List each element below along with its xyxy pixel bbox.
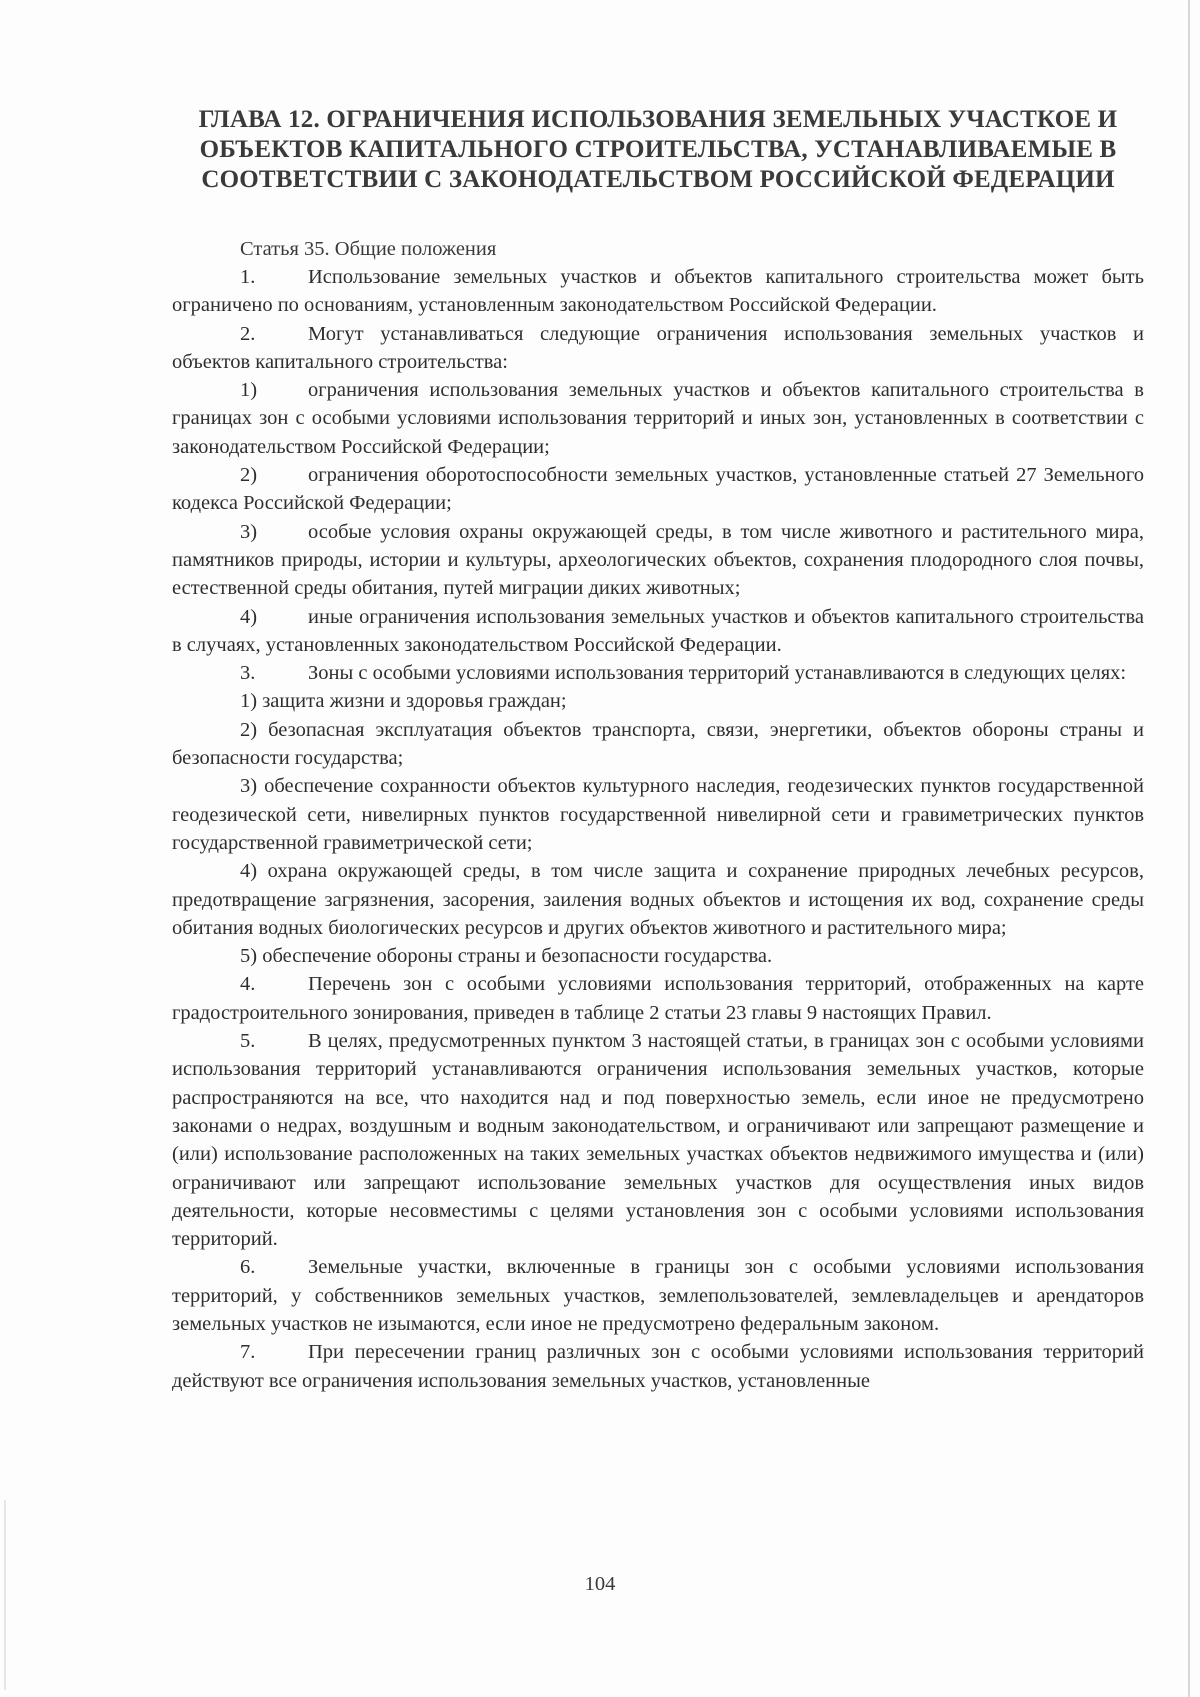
paragraph-number: 2.: [240, 322, 256, 345]
page-number: 104: [584, 1573, 616, 1595]
paragraph-number: 3.: [240, 662, 256, 685]
paragraph-text: ограничения использования земельных участков и объектов капитального строительства в границах зон с особыми условиями использования территорий и иных зон, установленных в соответствии с законодательством Российской Федерации;: [172, 379, 1144, 458]
paragraph-number: 6.: [240, 1256, 256, 1279]
paragraph: [172, 942, 1144, 970]
chapter-title-line: СООТВЕТСТВИИ С ЗАКОНОДАТЕЛЬСТВОМ РОССИЙСКОЙ ФЕДЕРАЦИИ: [201, 166, 1115, 193]
paragraph: [172, 772, 1144, 857]
document-content: [172, 105, 1144, 1395]
paragraph-text: Зоны с особыми условиями использования территорий устанавливаются в следующих целях:: [308, 662, 1127, 685]
paragraph: [172, 376, 1144, 461]
paragraph-text: Земельные участки, включенные в границы зон с особыми условиями использования территорий, у собственников земельных участков, землепользователей, землевладельцев и арендаторов земельных участков не изымаются, если иное не предусмотрено федеральным законом.: [172, 1256, 1144, 1335]
paragraph-text: 3) обеспечение сохранности объектов культурного наследия, геодезических пунктов государственной геодезической сети, нивелирных пунктов государственной нивелирной сети и гравиметрических пунктов государственной гравиметрической сети;: [172, 775, 1144, 854]
paragraph: [172, 970, 1144, 1027]
paragraph-text: При пересечении границ различных зон с особыми условиями использования территорий действуют все ограничения использования земельных участков, установленные: [172, 1341, 1144, 1392]
paragraph-text: Использование земельных участков и объектов капитального строительства может быть ограничено по основаниям, установленным законодательством Российской Федерации.: [172, 266, 1144, 317]
paragraph-text: 4) охрана окружающей среды, в том числе защита и сохранение природных лечебных ресурсов, предотвращение загрязнения, засорения, заиления водных объектов и истощения их вод, сохранение среды обитания водных биологических ресурсов и других объектов животного и растительного мира;: [172, 860, 1144, 939]
paragraph-number: 4): [240, 605, 258, 628]
paragraph: [172, 659, 1144, 687]
paragraph: [172, 1027, 1144, 1253]
paragraph-number: 4.: [240, 973, 256, 996]
paragraph-number: 7.: [240, 1341, 256, 1364]
paragraph: [172, 518, 1144, 603]
paragraph-number: 1.: [240, 266, 256, 288]
paragraph-text: особые условия охраны окружающей среды, в том числе животного и растительного мира, памятников природы, истории и культуры, археологических объектов, сохранения плодородного слоя почвы, естественной среды обитания, путей миграции диких животных;: [172, 520, 1144, 600]
chapter-title-line: ГЛАВА 12. ОГРАНИЧЕНИЯ ИСПОЛЬЗОВАНИЯ ЗЕМЕЛЬНЫХ УЧАСТКОЕ И: [198, 106, 1118, 133]
paragraph: [172, 320, 1144, 377]
paragraph: [172, 857, 1144, 942]
paragraph-number: 1): [240, 379, 258, 402]
paragraph-text: ограничения оборотоспособности земельных участков, установленные статьей 27 Земельного кодекса Российской Федерации;: [172, 464, 1144, 515]
article-body: [172, 263, 1144, 1395]
paragraph: [172, 1338, 1144, 1395]
paragraph-text: 5) обеспечение обороны страны и безопасности государства.: [240, 945, 773, 968]
paragraph-text: Перечень зон с особыми условиями использования территорий, отображенных на карте градостроительного зонирования, приведен в таблице 2 статьи 23 главы 9 настоящих Правил.: [172, 973, 1144, 1024]
paragraph-text: иные ограничения использования земельных участков и объектов капитального строительства в случаях, установленных законодательством Российской Федерации.: [172, 605, 1144, 656]
paragraph: [172, 1253, 1144, 1338]
paragraph: [172, 603, 1144, 660]
paragraph-number: 5.: [240, 1030, 256, 1053]
paragraph: [172, 716, 1144, 773]
chapter-title-line: ОБЪЕКТОВ КАПИТАЛЬНОГО СТРОИТЕЛЬСТВА, УСТАНАВЛИВАЕМЫЕ В: [199, 136, 1117, 163]
paragraph-text: В целях, предусмотренных пунктом 3 настоящей статьи, в границах зон с особыми условиями использования территорий устанавливаются ограничения использования земельных участков, которые распространяются на все, что находится над и под поверхностью земель, если иное не предусмотрено законами о недрах, воздушным и водным законодательством, и ограничивают или запрещают размещение и (или) использование расположенных на таких земельных участках объектов недвижимого имущества и (или) ограничивают или запрещают использование земельных участков для осуществления иных видов деятельности, которые несовместимы с целями установления зон с особыми условиями использования территорий.: [172, 1030, 1144, 1251]
paragraph-text: 2) безопасная эксплуатация объектов транспорта, связи, энергетики, объектов обороны страны и безопасности государства;: [172, 718, 1144, 770]
article-title: Статья 35. Общие положения: [240, 238, 497, 260]
paragraph-text: 1) защита жизни и здоровья граждан;: [240, 690, 567, 713]
paragraph-number: 3): [240, 520, 258, 543]
scan-edge-line: [1188, 0, 1190, 1697]
chapter-title: [172, 105, 1144, 195]
paragraph: [172, 461, 1144, 518]
paragraph-number: 2): [240, 464, 258, 487]
paragraph-text: Могут устанавливаться следующие ограничения использования земельных участков и объектов капитального строительства:: [172, 322, 1144, 373]
paragraph: [172, 263, 1144, 320]
paragraph: [172, 687, 1144, 715]
